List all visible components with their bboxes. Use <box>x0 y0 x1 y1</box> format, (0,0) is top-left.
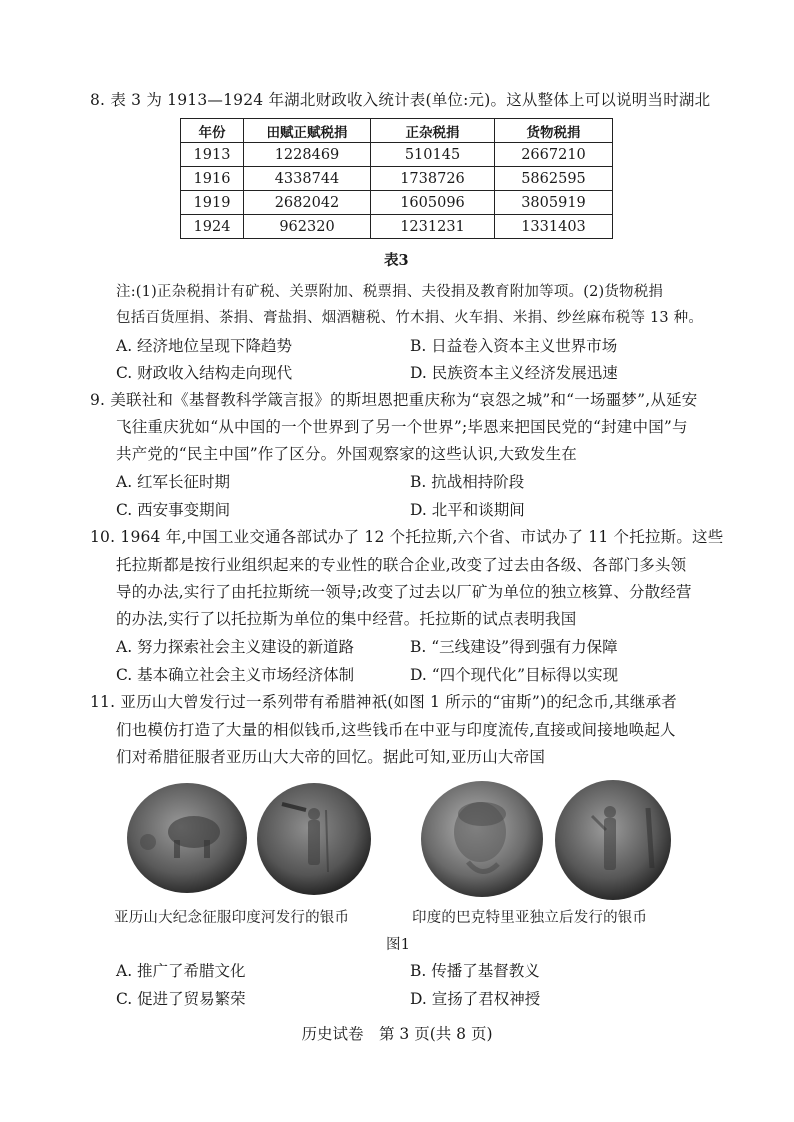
coin-image-right-reverse <box>552 778 674 906</box>
table-cell: 2682042 <box>244 191 371 215</box>
table-cell: 1331403 <box>495 215 613 239</box>
table-header-row <box>181 119 613 143</box>
figure-label: 图1 <box>386 937 411 953</box>
q9-option-d[interactable]: D. 北平和谈期间 <box>410 501 525 519</box>
q11-stem-line-3: 们对希腊征服者亚历山大大帝的回忆。据此可知,亚历山大帝国 <box>116 748 546 766</box>
q11-option-b[interactable]: B. 传播了基督教义 <box>410 962 540 980</box>
q10-stem-line-4: 的办法,实行了以托拉斯为单位的集中经营。托拉斯的试点表明我国 <box>116 610 577 628</box>
q8-note-line-1: 注:(1)正杂税捐计有矿税、关票附加、税票捐、夫役捐及教育附加等项。(2)货物税捐 <box>116 284 664 300</box>
q9-option-b[interactable]: B. 抗战相持阶段 <box>410 473 525 491</box>
q11-option-a[interactable]: A. 推广了希腊文化 <box>116 962 246 980</box>
q11-stem-line-2: 们也模仿打造了大量的相似钱币,这些钱币在中亚与印度流传,直接或间接地唤起人 <box>116 721 676 739</box>
q8-note-line-2: 包括百货厘捐、茶捐、膏盐捐、烟酒糖税、竹木捐、火车捐、米捐、纱丝麻布税等 13 种。 <box>116 310 704 326</box>
coin-caption-left: 亚历山大纪念征服印度河发行的银币 <box>114 910 350 926</box>
q10-stem-line-1: 10. 1964 年,中国工业交通各部试办了 12 个托拉斯,六个省、市试办了 11 个托拉斯。这些 <box>90 528 724 546</box>
table-cell: 1913 <box>181 143 244 167</box>
q10-option-c[interactable]: C. 基本确立社会主义市场经济体制 <box>116 666 355 684</box>
page-footer: 历史试卷 第 3 页(共 8 页) <box>301 1025 493 1043</box>
table-header-cell: 正杂税捐 <box>371 119 495 143</box>
q10-option-b[interactable]: B. “三线建设”得到强有力保障 <box>410 638 618 656</box>
q10-option-d[interactable]: D. “四个现代化”目标得以实现 <box>410 666 619 684</box>
q10-stem-line-3: 导的办法,实行了由托拉斯统一领导;改变了过去以厂矿为单位的独立核算、分散经营 <box>116 583 692 601</box>
table-row <box>181 167 613 191</box>
q10-stem-line-2: 托拉斯都是按行业组织起来的专业性的联合企业,改变了过去由各级、各部门多头领 <box>116 556 687 574</box>
table-cell: 2667210 <box>495 143 613 167</box>
table-cell: 1919 <box>181 191 244 215</box>
table-cell: 1924 <box>181 215 244 239</box>
table-header-cell: 田赋正赋税捐 <box>244 119 371 143</box>
q9-stem-line-2: 飞往重庆犹如“从中国的一个世界到了另一个世界”;毕恩来把国民党的“封建中国”与 <box>116 418 688 436</box>
q11-option-c[interactable]: C. 促进了贸易繁荣 <box>116 990 246 1008</box>
table-cell: 5862595 <box>495 167 613 191</box>
q11-stem-line-1: 11. 亚历山大曾发行过一系列带有希腊神祇(如图 1 所示的“宙斯”)的纪念币,其继承者 <box>90 693 677 711</box>
q9-option-c[interactable]: C. 西安事变期间 <box>116 501 231 519</box>
q9-stem-line-1: 9. 美联社和《基督教科学箴言报》的斯坦恩把重庆称为“哀怨之城”和“一场噩梦”,从延安 <box>90 391 698 409</box>
coin-image-left-obverse <box>124 780 250 900</box>
table-row <box>181 191 613 215</box>
q8-option-a[interactable]: A. 经济地位呈现下降趋势 <box>116 337 293 355</box>
q11-option-d[interactable]: D. 宣扬了君权神授 <box>410 990 541 1008</box>
table-cell: 1605096 <box>371 191 495 215</box>
table-row <box>181 215 613 239</box>
table-cell: 3805919 <box>495 191 613 215</box>
table-cell: 1228469 <box>244 143 371 167</box>
table-cell: 510145 <box>371 143 495 167</box>
q10-option-a[interactable]: A. 努力探索社会主义建设的新道路 <box>116 638 355 656</box>
table-header-cell: 货物税捐 <box>495 119 613 143</box>
table-cell: 962320 <box>244 215 371 239</box>
q9-option-a[interactable]: A. 红军长征时期 <box>116 473 231 491</box>
coin-image-right-obverse <box>418 778 546 904</box>
coin-caption-right: 印度的巴克特里亚独立后发行的银币 <box>412 910 648 926</box>
table-header-cell: 年份 <box>181 119 244 143</box>
table-cell: 4338744 <box>244 167 371 191</box>
coin-image-left-reverse <box>254 780 374 902</box>
q8-option-c[interactable]: C. 财政收入结构走向现代 <box>116 364 293 382</box>
table-row <box>181 143 613 167</box>
table-cell: 1231231 <box>371 215 495 239</box>
q8-option-d[interactable]: D. 民族资本主义经济发展迅速 <box>410 364 618 382</box>
table-caption: 表3 <box>384 252 409 269</box>
q8-table <box>180 118 613 239</box>
table-cell: 1738726 <box>371 167 495 191</box>
q8-option-b[interactable]: B. 日益卷入资本主义世界市场 <box>410 337 618 355</box>
q8-stem: 8. 表 3 为 1913—1924 年湖北财政收入统计表(单位:元)。这从整体上可以说明当时湖北 <box>90 91 711 109</box>
table-cell: 1916 <box>181 167 244 191</box>
q9-stem-line-3: 共产党的“民主中国”作了区分。外国观察家的这些认识,大致发生在 <box>116 445 577 463</box>
